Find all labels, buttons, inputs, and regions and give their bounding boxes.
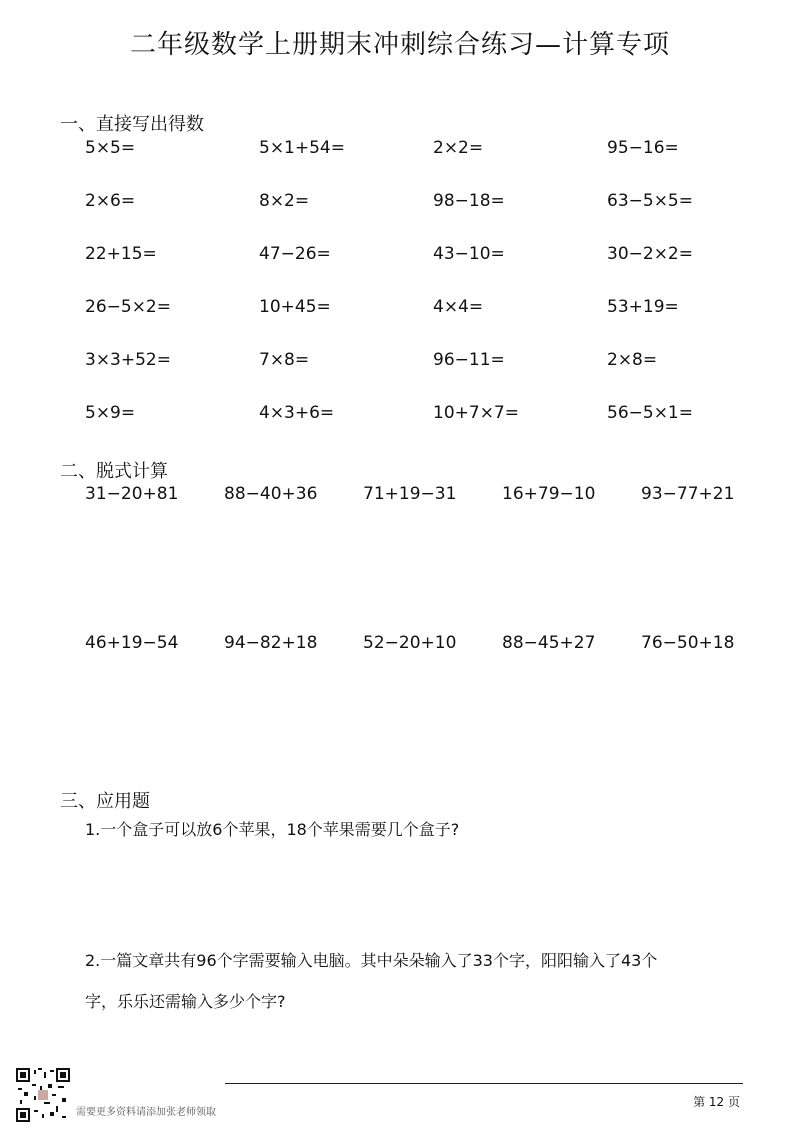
- footer-divider: [225, 1083, 743, 1084]
- expression-item: 2×2=: [433, 138, 484, 158]
- word-problem-2-line-1: 2.一篇文章共有96个字需要输入电脑。其中朵朵输入了33个字，阳阳输入了43个: [85, 951, 658, 970]
- expression-item: 2×8=: [607, 350, 658, 370]
- direct-answer-grid: [85, 138, 785, 456]
- word-problem-1: 1.一个盒子可以放6个苹果，18个苹果需要几个盒子?: [85, 820, 460, 839]
- expression-item: 5×1+54=: [259, 138, 345, 158]
- expression-item: 76−50+18: [641, 633, 735, 653]
- expression-item: 5×5=: [85, 138, 136, 158]
- expression-item: 52−20+10: [363, 633, 457, 653]
- expression-item: 4×4=: [433, 297, 484, 317]
- section3-heading: 三、应用题: [60, 791, 150, 812]
- expression-item: 30−2×2=: [607, 244, 693, 264]
- expression-item: 94−82+18: [224, 633, 318, 653]
- expression-item: 56−5×1=: [607, 403, 693, 423]
- expression-item: 53+19=: [607, 297, 679, 317]
- section2-heading: 二、脱式计算: [60, 461, 168, 482]
- expression-item: 26−5×2=: [85, 297, 171, 317]
- step-calc-row-2: [85, 633, 785, 653]
- expression-item: 93−77+21: [641, 484, 735, 504]
- expression-item: 47−26=: [259, 244, 331, 264]
- expression-item: 96−11=: [433, 350, 505, 370]
- page-title: 二年级数学上册期末冲刺综合练习—计算专项: [129, 30, 670, 60]
- expression-item: 46+19−54: [85, 633, 179, 653]
- expression-item: 3×3+52=: [85, 350, 171, 370]
- qr-caption: 需要更多资料请添加张老师领取: [76, 1107, 216, 1118]
- qr-code-icon: [16, 1068, 70, 1122]
- expression-item: 10+45=: [259, 297, 331, 317]
- expression-item: 31−20+81: [85, 484, 179, 504]
- expression-item: 7×8=: [259, 350, 310, 370]
- step-calc-row-1: [85, 484, 785, 504]
- expression-item: 98−18=: [433, 191, 505, 211]
- word-problem-2-line-2: 字，乐乐还需输入多少个字?: [85, 992, 286, 1011]
- expression-item: 8×2=: [259, 191, 310, 211]
- expression-item: 2×6=: [85, 191, 136, 211]
- page-number: 第 12 页: [693, 1095, 740, 1109]
- expression-item: 43−10=: [433, 244, 505, 264]
- expression-item: 95−16=: [607, 138, 679, 158]
- expression-item: 5×9=: [85, 403, 136, 423]
- expression-item: 22+15=: [85, 244, 157, 264]
- expression-item: 88−45+27: [502, 633, 596, 653]
- expression-item: 16+79−10: [502, 484, 596, 504]
- expression-item: 88−40+36: [224, 484, 318, 504]
- section1-heading: 一、直接写出得数: [60, 114, 204, 135]
- expression-item: 71+19−31: [363, 484, 457, 504]
- expression-item: 63−5×5=: [607, 191, 693, 211]
- expression-item: 10+7×7=: [433, 403, 519, 423]
- expression-item: 4×3+6=: [259, 403, 335, 423]
